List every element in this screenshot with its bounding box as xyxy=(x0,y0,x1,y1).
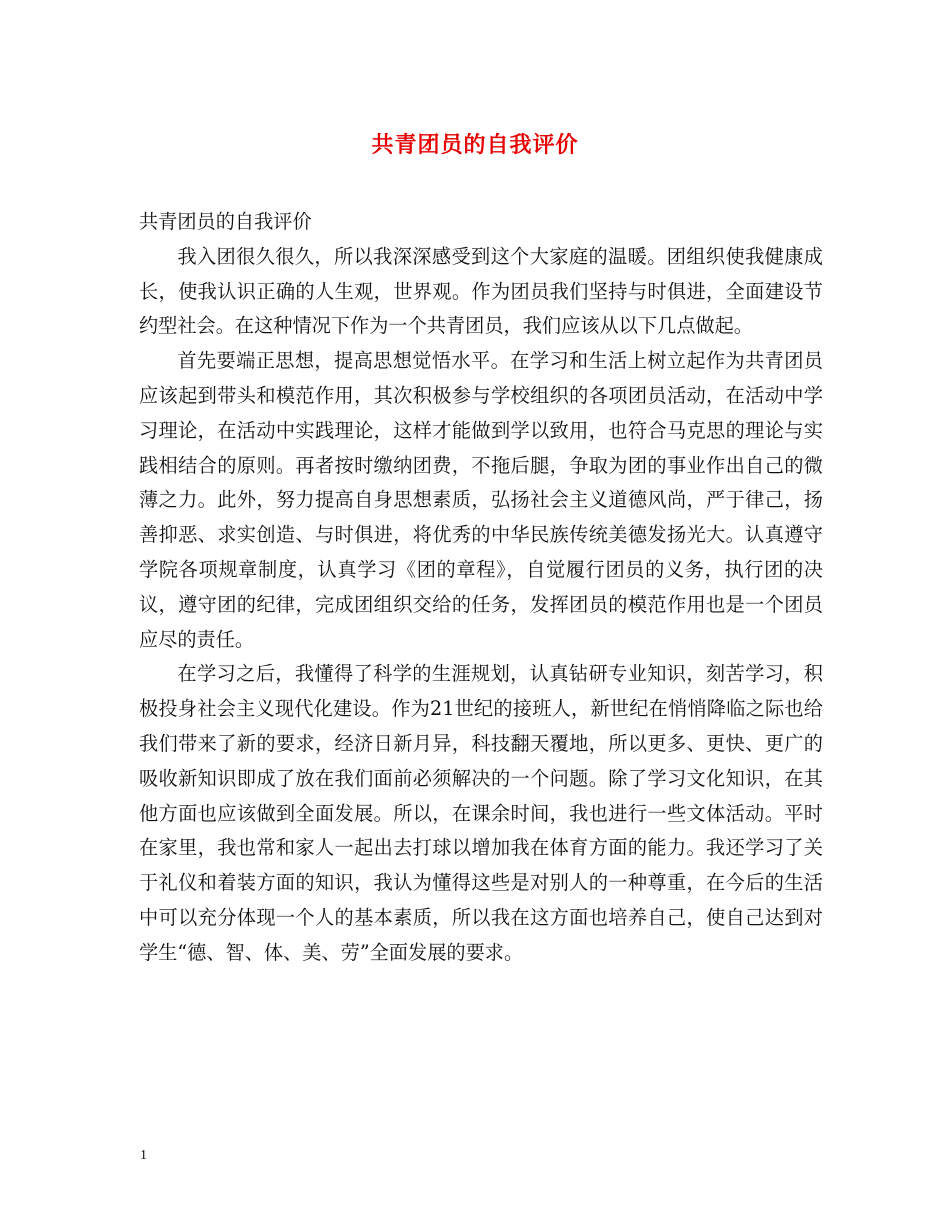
document-subheading: 共青团员的自我评价 xyxy=(139,210,312,233)
paragraph-3: 在学习之后，我懂得了科学的生涯规划，认真钻研专业知识，刻苦学习，积极投身社会主义现代化建设。作为21世纪的接班人，新世纪在悄悄降临之际也给我们带来了新的要求，经济日新月异，科技翻天覆地，所以更多、更快、更广的吸收新知识即成了放在我们面前必须解决的一个问题。除了学习文化知识，在其他方面也应该做到全面发展。所以，在课余时间，我也进行一些文体活动。平时在家里，我也常和家人一起出去打球以增加我在体育方面的能力。我还学习了关于礼仪和着装方面的知识，我认为懂得这些是对别人的一种尊重，在今后的生活中可以充分体现一个人的基本素质，所以我在这方面也培养自己，使自己达到对学生“德、智、体、美、劳”全面发展的要求。 xyxy=(139,662,823,964)
paragraph-1: 我入团很久很久，所以我深深感受到这个大家庭的温暖。团组织使我健康成长，使我认识正确的人生观，世界观。作为团员我们坚持与时俱进，全面建设节约型社会。在这种情况下作为一个共青团员，我们应该从以下几点做起。 xyxy=(139,244,823,338)
page-number: 1 xyxy=(140,1148,147,1163)
document-title: 共青团员的自我评价 xyxy=(371,132,579,158)
document-body xyxy=(139,205,823,971)
paragraph-2: 首先要端正思想，提高思想觉悟水平。在学习和生活上树立起作为共青团员应该起到带头和模范作用，其次积极参与学校组织的各项团员活动，在活动中学习理论，在活动中实践理论，这样才能做到学以致用，也符合马克思的理论与实践相结合的原则。再者按时缴纳团费，不拖后腿，争取为团的事业作出自己的微薄之力。此外，努力提高自身思想素质，弘扬社会主义道德风尚，严于律己，扬善抑恶、求实创造、与时俱进，将优秀的中华民族传统美德发扬光大。认真遵守学院各项规章制度，认真学习《团的章程》，自觉履行团员的义务，执行团的决议，遵守团的纪律，完成团组织交给的任务，发挥团员的模范作用也是一个团员应尽的责任。 xyxy=(139,349,823,651)
